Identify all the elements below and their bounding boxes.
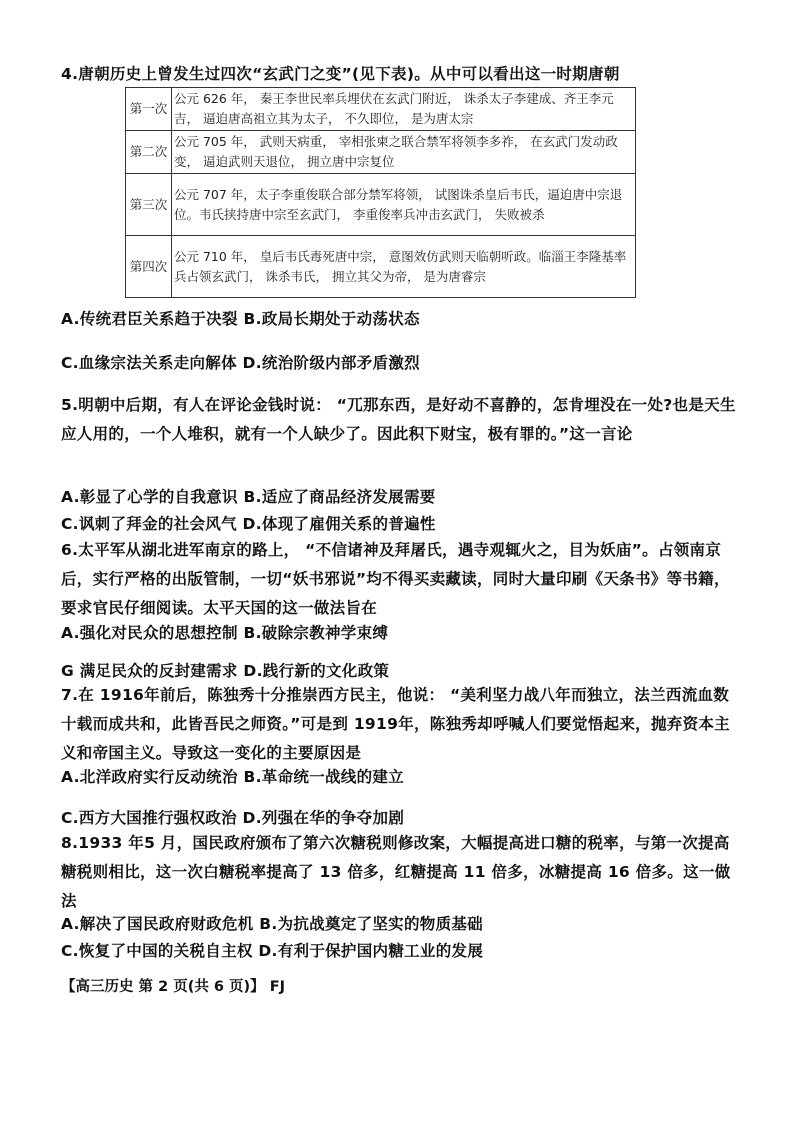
question-7-options-cd: C.西方大国推行强权政治 D.列强在华的争夺加剧 (61, 809, 405, 827)
question-5-options-ab: A.彰显了心学的自我意识 B.适应了商品经济发展需要 (61, 488, 436, 506)
table-row (126, 131, 636, 174)
row-label: 第三次 (126, 174, 172, 236)
question-8-options-ab: A.解决了国民政府财政危机 B.为抗战奠定了坚实的物质基础 (61, 915, 483, 933)
row-text: 公元 626 年， 秦王李世民率兵埋伏在玄武门附近， 诛杀太子李建成、齐王李元吉， 逼迫唐高祖立其为太子， 不久即位， 是为唐太宗 (172, 88, 636, 131)
page-footer: 【高三历史 第 2 页(共 6 页)】 FJ (61, 979, 286, 995)
question-6-options-cd: G 满足民众的反封建需求 D.践行新的文化政策 (61, 662, 390, 680)
question-7-options-ab: A.北洋政府实行反动统治 B.革命统一战线的建立 (61, 768, 404, 786)
question-4-stem: 4.唐朝历史上曾发生过四次“玄武门之变”(见下表)。从中可以看出这一时期唐朝 (61, 65, 620, 83)
table-row (126, 236, 636, 298)
row-label: 第一次 (126, 88, 172, 131)
table-row (126, 88, 636, 131)
question-4-options-cd: C.血缘宗法关系走向解体 D.统治阶级内部矛盾激烈 (61, 354, 420, 372)
row-text: 公元 710 年， 皇后韦氏毒死唐中宗， 意图效仿武则天临朝听政。临淄王李隆基率兵占领玄武门， 诛杀韦氏， 拥立其父为帝， 是为唐睿宗 (172, 236, 636, 298)
question-7-stem: 7.在 1916年前后，陈独秀十分推崇西方民主，他说： “美利坚力战八年而独立，法兰西流血数十载而成共和，此皆吾民之师资。”可是到 1919年，陈独秀却呼喊人们要觉悟起来，抛弃资本主义和帝国主义。导致这一变化的主要原因是 (61, 686, 730, 762)
question-5-options-cd: C.讽刺了拜金的社会风气 D.体现了雇佣关系的普遍性 (61, 515, 436, 533)
row-label: 第四次 (126, 236, 172, 298)
question-8-stem: 8.1933 年5 月，国民政府颁布了第六次糖税则修改案，大幅提高进口糖的税率，与第一次提高糖税则相比，这一次白糖税率提高了 13 倍多，红糖提高 11 倍多，冰糖提高 16 倍多。这一做法 (61, 834, 731, 910)
row-text: 公元 705 年， 武则天病重， 宰相张柬之联合禁军将领李多祚， 在玄武门发动政变， 逼迫武则天退位， 拥立唐中宗复位 (172, 131, 636, 174)
question-6-options-ab: A.强化对民众的思想控制 B.破除宗教神学束缚 (61, 624, 389, 642)
question-5-stem: 5.明朝中后期，有人在评论金钱时说： “兀那东西，是好动不喜静的，怎肯埋没在一处?也是天生应人用的，一个人堆积，就有一个人缺少了。因此积下财宝，极有罪的。”这一言论 (61, 396, 736, 443)
table-row (126, 174, 636, 236)
row-label: 第二次 (126, 131, 172, 174)
row-text: 公元 707 年，太子李重俊联合部分禁军将领， 试图诛杀皇后韦氏，逼迫唐中宗退位。韦氏挟持唐中宗至玄武门， 李重俊率兵冲击玄武门， 失败被杀 (172, 174, 636, 236)
question-8-options-cd: C.恢复了中国的关税自主权 D.有利于保护国内糖工业的发展 (61, 942, 484, 960)
xuanwu-incidents-table (125, 87, 636, 298)
question-4-options-ab: A.传统君臣关系趋于决裂 B.政局长期处于动荡状态 (61, 310, 420, 328)
question-6-stem: 6.太平军从湖北进军南京的路上， “不信诸神及拜屠氏，遇寺观辄火之，目为妖庙”。占领南京后，实行严格的出版管制，一切“妖书邪说”均不得买卖藏读，同时大量印刷《天条书》等书籍，要求官民仔细阅读。太平天国的这一做法旨在 (61, 541, 730, 617)
